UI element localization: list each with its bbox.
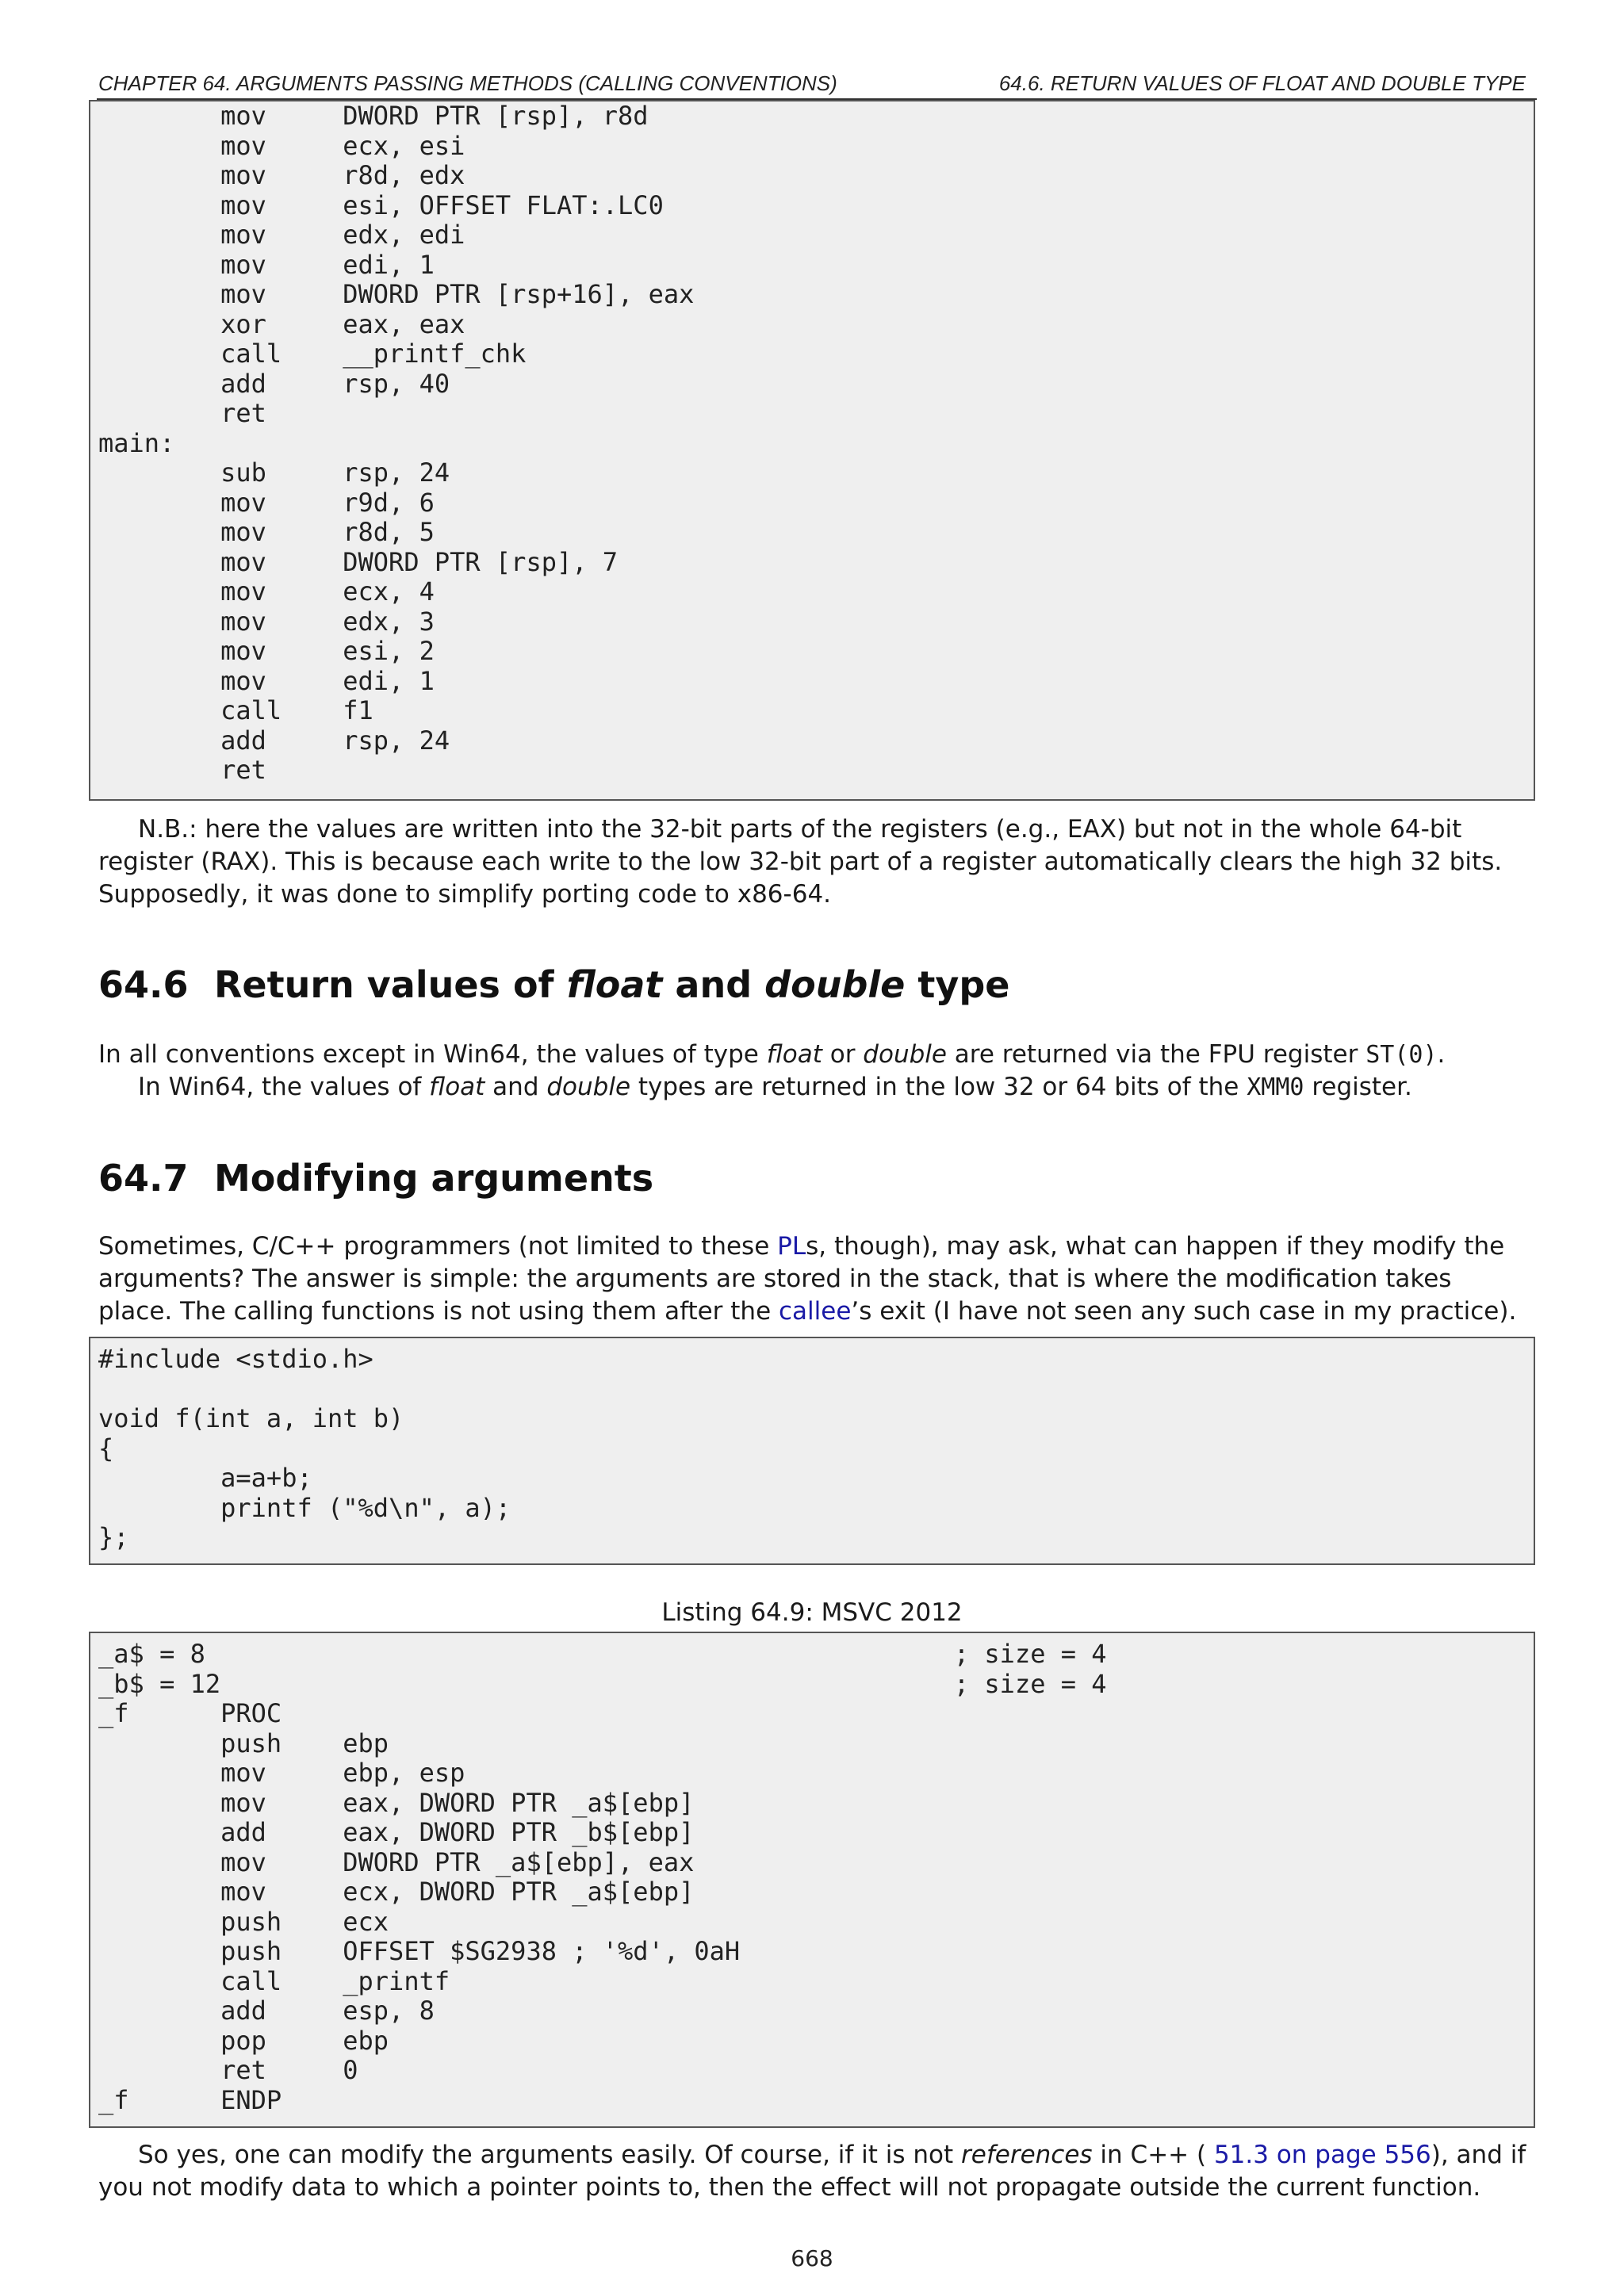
code-line: a=a+b; <box>98 1463 312 1493</box>
code-line: push ecx <box>98 1906 389 1937</box>
code-line: main: <box>98 427 175 458</box>
code-line: void f(int a, int b) <box>98 1403 404 1433</box>
code-line: mov r8d, edx <box>98 160 465 190</box>
heading-text: type <box>905 963 1010 1006</box>
code-line: mov DWORD PTR [rsp], r8d <box>98 101 649 131</box>
code-line: mov r8d, 5 <box>98 517 435 547</box>
listing-caption: Listing 64.9: MSVC 2012 <box>661 1598 963 1627</box>
code-line <box>98 1375 1526 1405</box>
code-line: mov eax, DWORD PTR _a$[ebp] <box>98 1787 695 1818</box>
running-header-left: CHAPTER 64. ARGUMENTS PASSING METHODS (CALLING CONVENTIONS) <box>98 71 837 95</box>
code-line: }; <box>98 1522 129 1552</box>
code-line: mov esi, 2 <box>98 636 435 666</box>
section-number: 64.6 <box>98 963 189 1006</box>
code-line: xor eax, eax <box>98 308 465 339</box>
glossary-link-callee[interactable]: callee <box>779 1297 852 1326</box>
code-line: mov edx, edi <box>98 220 465 250</box>
code-line: call __printf_chk <box>98 339 527 369</box>
code-listing-msvc <box>89 1632 1535 2128</box>
code-line: mov DWORD PTR [rsp], 7 <box>98 546 619 577</box>
section-heading-64-6 <box>98 961 1009 1008</box>
section-title: Modifying arguments <box>214 1157 654 1200</box>
code-line: mov edi, 1 <box>98 665 435 696</box>
code-line: mov esi, OFFSET FLAT:.LC0 <box>98 189 664 220</box>
code-line: mov r9d, 6 <box>98 487 435 518</box>
code-line: mov DWORD PTR [rsp+16], eax <box>98 279 695 309</box>
section-heading-64-7 <box>98 1154 653 1202</box>
code-line: _f PROC <box>98 1698 282 1728</box>
nb-paragraph <box>98 813 1529 911</box>
code-line: mov ecx, 4 <box>98 576 435 607</box>
final-paragraph <box>98 2139 1529 2204</box>
code-line: printf ("%d\n", a); <box>98 1492 511 1523</box>
code-line: add rsp, 24 <box>98 725 450 756</box>
running-header-right: 64.6. RETURN VALUES OF FLOAT AND DOUBLE TYPE <box>998 71 1526 95</box>
glossary-link-pl[interactable]: PL <box>777 1232 806 1261</box>
page-number: 668 <box>791 2245 833 2271</box>
code-line: ret <box>98 755 266 785</box>
code-line: _a$ = 8 ; size = 4 <box>98 1639 1107 1669</box>
code-line: mov ecx, esi <box>98 130 465 161</box>
code-line: ret <box>98 398 266 428</box>
code-line: push ebp <box>98 1728 389 1758</box>
code-line: ret 0 <box>98 2055 358 2085</box>
section-64-6-body <box>98 1039 1529 1104</box>
code-line: add eax, DWORD PTR _b$[ebp] <box>98 1817 695 1847</box>
section-number: 64.7 <box>98 1157 189 1200</box>
code-line: pop ebp <box>98 2025 389 2056</box>
heading-em-float: float <box>566 963 663 1006</box>
final-paragraph-text: So yes, one can modify the arguments easily. Of course, if it is not references in C++ ( 51.3 on page 556), and if you not modify data to which a pointer points to, then the effect will not propagate outside the current function. <box>98 2141 1526 2202</box>
nb-paragraph-text: N.B.: here the values are written into the 32-bit parts of the registers (e.g., EAX) but not in the whole 64-bit register (RAX). This is because each write to the low 32-bit part of a register automatically clears the high 32 bits. Supposedly, it was done to simplify porting code to x86-64. <box>98 815 1503 909</box>
heading-text: and <box>662 963 765 1006</box>
code-listing-gcc <box>89 100 1535 801</box>
code-line: _b$ = 12 ; size = 4 <box>98 1668 1107 1699</box>
heading-text: Return values of <box>214 963 567 1006</box>
section-64-7-body <box>98 1230 1529 1328</box>
code-line: call f1 <box>98 695 373 725</box>
paragraph-modifying-args: Sometimes, C/C++ programmers (not limited to these PLs, though), may ask, what can happen if they modify the arguments? The answer is simple: the arguments are stored in the stack, that is where the modification takes place. The calling functions is not using them after the callee’s exit (I have not seen any such case in my practice). <box>98 1232 1517 1326</box>
heading-em-double: double <box>764 963 906 1006</box>
paragraph-return-xmm0: In Win64, the values of float and double types are returned in the low 32 or 64 bits of the XMM0 register. <box>138 1073 1412 1101</box>
code-line: mov ebp, esp <box>98 1758 465 1788</box>
paragraph-return-fpu: In all conventions except in Win64, the values of type float or double are returned via the FPU register ST(0). <box>98 1040 1446 1069</box>
cross-reference-link[interactable]: 51.3 on page 556 <box>1213 2141 1431 2169</box>
code-line: call _printf <box>98 1965 450 1996</box>
code-line: sub rsp, 24 <box>98 457 450 488</box>
code-line: #include <stdio.h> <box>98 1344 373 1374</box>
code-listing-c-source <box>89 1337 1535 1565</box>
code-line: _f ENDP <box>98 2084 282 2115</box>
code-line: mov edx, 3 <box>98 606 435 637</box>
inline-code-xmm0: XMM0 <box>1247 1073 1304 1101</box>
code-line: add rsp, 40 <box>98 368 450 399</box>
inline-code-st0: ST(0) <box>1365 1041 1438 1069</box>
code-line: add esp, 8 <box>98 1996 435 2026</box>
code-line: push OFFSET $SG2938 ; '%d', 0aH <box>98 1936 741 1966</box>
code-line: { <box>98 1433 114 1464</box>
code-line: mov ecx, DWORD PTR _a$[ebp] <box>98 1877 695 1907</box>
code-line: mov DWORD PTR _a$[ebp], eax <box>98 1846 695 1877</box>
code-line: mov edi, 1 <box>98 249 435 280</box>
